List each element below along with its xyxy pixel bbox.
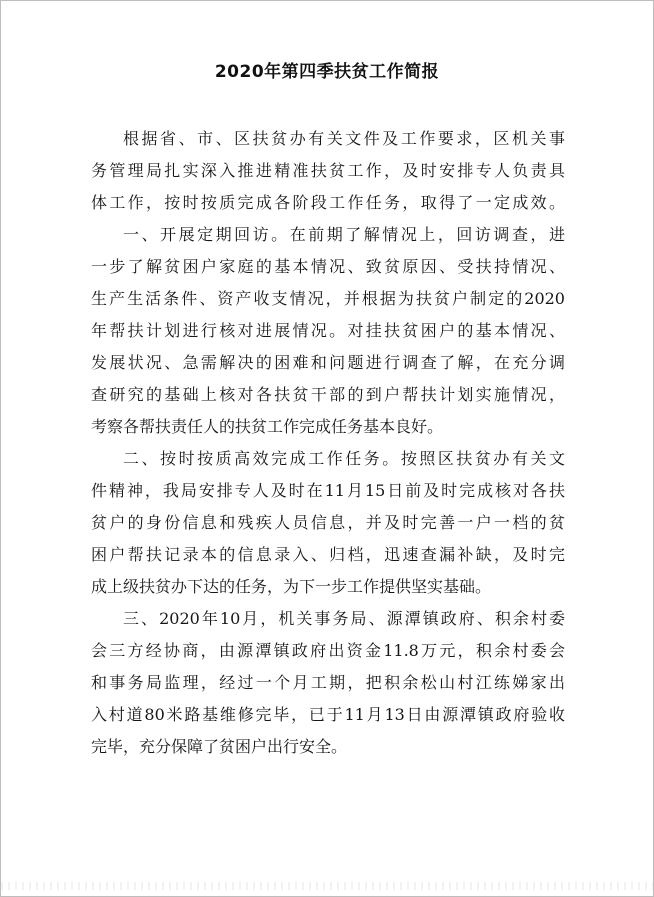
paragraph-section-2: [91, 443, 565, 603]
text-line: 体工作，按时按质完成各阶段工作任务，取得了一定成效。: [91, 193, 565, 212]
text-line: 生产生活条件、资产收支情况，并根据为扶贫户制定的2020: [91, 289, 565, 308]
paragraph-section-1: [91, 219, 565, 443]
document-body: [91, 123, 565, 763]
text-line: 困户帮扶记录本的信息录入、归档，迅速查漏补缺，及时完: [91, 545, 565, 564]
text-line: 完毕，充分保障了贫困户出行安全。: [91, 737, 348, 756]
scan-edge-noise: [1, 882, 653, 890]
paragraph-section-3: [91, 603, 565, 763]
text-line: 一步了解贫困户家庭的基本情况、致贫原因、受扶持情况、: [91, 257, 565, 276]
text-line: 考察各帮扶责任人的扶贫工作完成任务基本良好。: [91, 417, 444, 436]
text-line: 三、2020年10月，机关事务局、源潭镇政府、积余村委: [123, 609, 565, 628]
text-line: 入村道80米路基维修完毕，已于11月13日由源潭镇政府验收: [91, 705, 565, 724]
text-line: 件精神，我局安排专人及时在11月15日前及时完成核对各扶: [91, 481, 565, 500]
text-line: 查研究的基础上核对各扶贫干部的到户帮扶计划实施情况，: [91, 385, 565, 404]
text-line: 会三方经协商，由源潭镇政府出资金11.8万元，积余村委会: [91, 641, 565, 660]
text-line: 二、按时按质高效完成工作任务。按照区扶贫办有关文: [123, 449, 565, 468]
text-line: 成上级扶贫办下达的任务，为下一步工作提供坚实基础。: [91, 577, 492, 596]
text-line: 一、开展定期回访。在前期了解情况上，回访调查，进: [123, 225, 565, 244]
text-line: 年帮扶计划进行核对进展情况。对挂扶贫困户的基本情况、: [91, 321, 565, 340]
text-line: 和事务局监理，经过一个月工期，把积余松山村江练娣家出: [91, 673, 565, 692]
document-title: 2020年第四季扶贫工作简报: [214, 62, 440, 82]
text-line: 发展状况、急需解决的困难和问题进行调查了解，在充分调: [91, 353, 565, 372]
text-line: 根据省、市、区扶贫办有关文件及工作要求，区机关事: [123, 129, 565, 148]
paragraph-intro: [91, 123, 565, 219]
text-line: 贫户的身份信息和残疾人员信息，并及时完善一户一档的贫: [91, 513, 565, 532]
text-line: 务管理局扎实深入推进精准扶贫工作，及时安排专人负责具: [91, 161, 565, 180]
